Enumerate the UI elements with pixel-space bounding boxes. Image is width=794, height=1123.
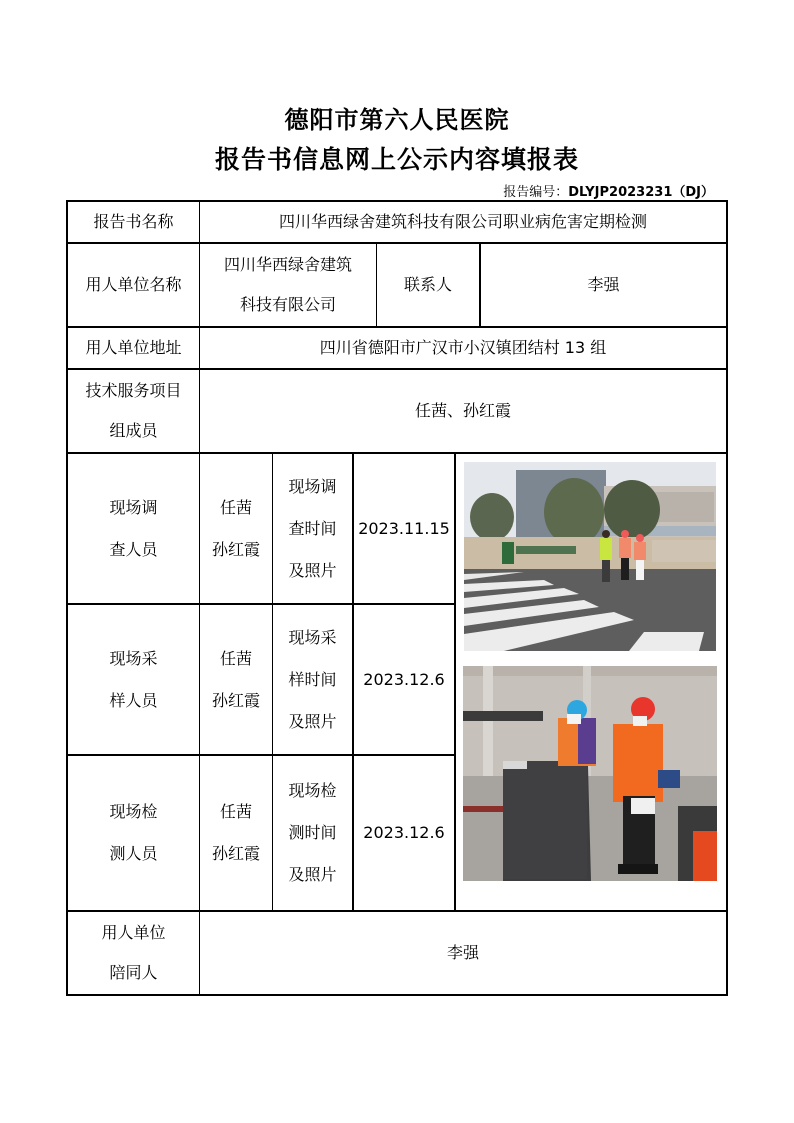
site-survey-photo-image (464, 462, 716, 651)
testing-label-line: 测人员 (109, 844, 158, 863)
table-border-bottom (66, 994, 728, 996)
employer-address-label: 用人单位地址 (85, 338, 182, 357)
sampling-label-line: 样人员 (109, 690, 158, 710)
form-title: 报告书信息网上公示内容填报表 (214, 145, 579, 174)
sampling-time-label (273, 605, 352, 754)
time-label-line: 现场检 (288, 781, 337, 800)
survey-staff-names (200, 454, 272, 603)
time-label-line: 及照片 (288, 865, 337, 884)
employer-name-line: 科技有限公司 (239, 295, 336, 314)
team-label-line: 技术服务项目 (85, 381, 182, 400)
sampling-date: 2023.12.6 (363, 669, 445, 689)
hospital-title: 德阳市第六人民医院 (284, 105, 510, 134)
team-value: 任茜、孙红霞 (414, 401, 511, 420)
time-label-line: 样时间 (288, 669, 337, 689)
escort-value: 李强 (446, 943, 479, 962)
testing-date: 2023.12.6 (363, 823, 445, 842)
employer-name-value (200, 244, 376, 326)
staff-name: 孙红霞 (211, 539, 260, 559)
time-label-line: 查时间 (288, 518, 337, 538)
staff-name: 任茜 (219, 497, 252, 517)
survey-staff-label (68, 454, 199, 603)
team-label-line: 组成员 (109, 421, 158, 440)
report-name-label: 报告书名称 (93, 212, 174, 231)
employer-address-value: 四川省德阳市广汉市小汉镇团结村 13 组 (319, 338, 607, 357)
escort-label (68, 912, 199, 994)
sampling-staff-names (200, 605, 272, 754)
report-name-value: 四川华西绿舍建筑科技有限公司职业病危害定期检测 (278, 212, 647, 231)
sampling-testing-photo-image (463, 666, 717, 881)
staff-name: 孙红霞 (211, 690, 260, 710)
testing-staff-names (200, 756, 272, 910)
testing-staff-label (68, 756, 199, 910)
report-number-label: 报告编号： (503, 185, 569, 200)
report-number-value: DLYJP2023231（DJ） (568, 185, 714, 200)
team-label (68, 370, 199, 452)
escort-label-line: 用人单位 (101, 923, 166, 942)
survey-label-line: 查人员 (109, 539, 158, 559)
contact-value: 李强 (587, 275, 620, 294)
time-label-line: 现场调 (288, 476, 337, 496)
staff-name: 任茜 (219, 648, 252, 668)
testing-label-line: 现场检 (109, 802, 158, 821)
col-divider (454, 452, 456, 912)
sampling-label-line: 现场采 (109, 648, 158, 668)
table-border-right (726, 200, 728, 996)
time-label-line: 及照片 (288, 711, 337, 731)
survey-label-line: 现场调 (109, 497, 158, 517)
site-survey-photo (464, 462, 716, 651)
survey-time-label (273, 454, 352, 603)
sampling-staff-label (68, 605, 199, 754)
report-number (503, 181, 714, 200)
time-label-line: 现场采 (288, 627, 337, 647)
contact-label: 联系人 (403, 275, 452, 294)
testing-time-label (273, 756, 352, 910)
employer-name-line: 四川华西绿舍建筑 (223, 255, 352, 274)
employer-name-label: 用人单位名称 (85, 275, 182, 294)
sampling-testing-photo (463, 666, 717, 881)
time-label-line: 及照片 (288, 560, 337, 580)
staff-name: 任茜 (219, 802, 252, 821)
staff-name: 孙红霞 (211, 844, 260, 863)
survey-date: 2023.11.15 (358, 518, 450, 538)
time-label-line: 测时间 (288, 823, 337, 842)
escort-label-line: 陪同人 (109, 963, 158, 982)
